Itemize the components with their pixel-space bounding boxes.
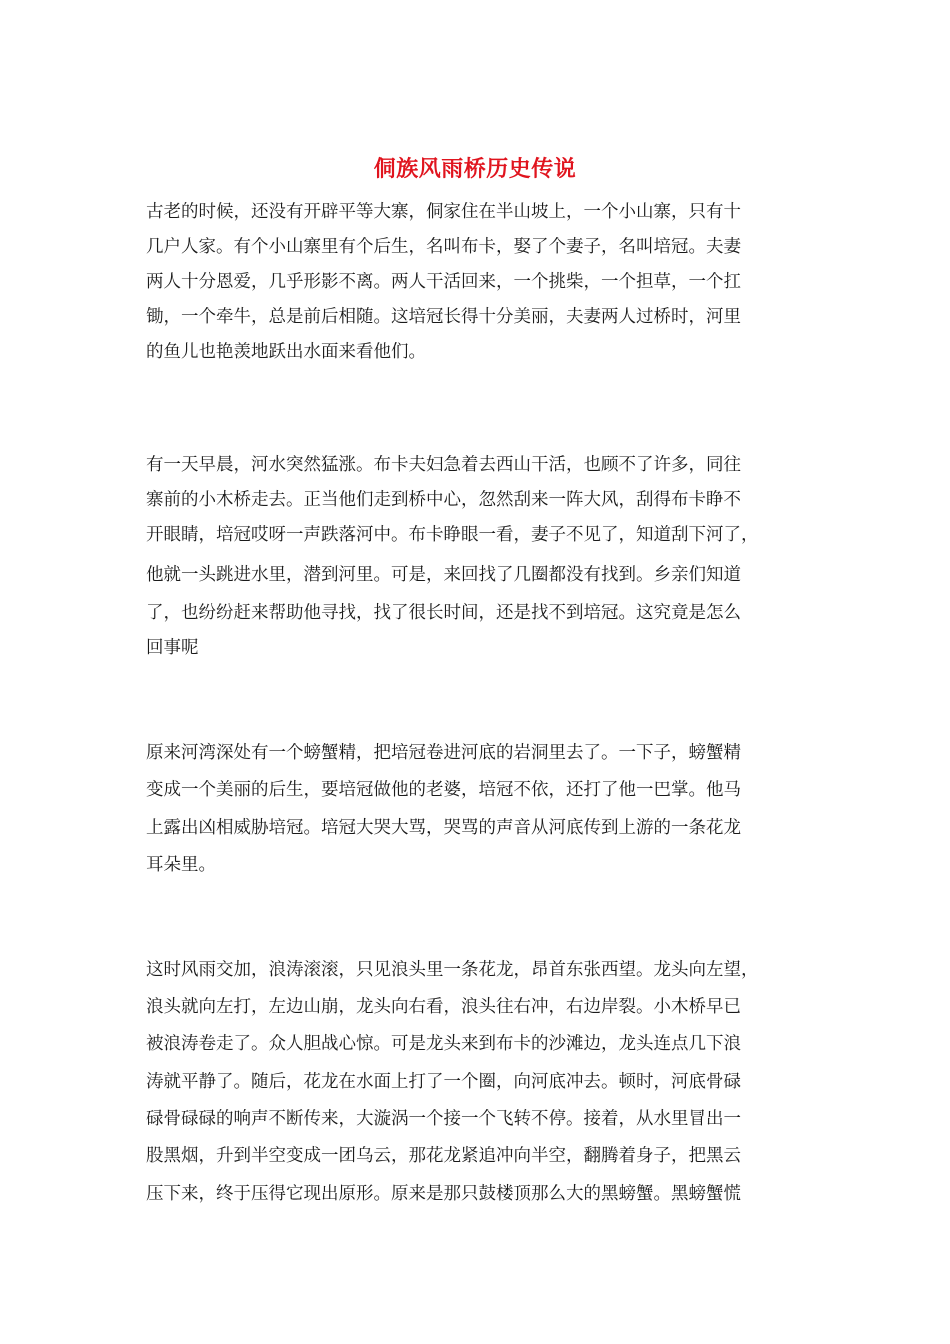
text-line: 他就一头跳进水里，潜到河里。可是，来回找了几圈都没有找到。乡亲们知道 <box>146 565 741 585</box>
text-line: 原来河湾深处有一个螃蟹精，把培冠卷进河底的岩洞里去了。一下子，螃蟹精 <box>146 743 741 763</box>
text-line: 寨前的小木桥走去。正当他们走到桥中心，忽然刮来一阵大风，刮得布卡睁不 <box>146 490 741 510</box>
text-line: 古老的时候，还没有开辟平等大寨，侗家住在半山坡上，一个小山寨，只有十 <box>146 202 741 222</box>
text-line: 开眼睛，培冠哎呀一声跌落河中。布卡睁眼一看，妻子不见了，知道刮下河了， <box>146 525 759 545</box>
text-line: 锄，一个牵牛，总是前后相随。这培冠长得十分美丽，夫妻两人过桥时，河里 <box>146 307 741 327</box>
text-line: 几户人家。有个小山寨里有个后生，名叫布卡，娶了个妻子，名叫培冠。夫妻 <box>146 237 741 257</box>
text-line: 变成一个美丽的后生，要培冠做他的老婆，培冠不依，还打了他一巴掌。他马 <box>146 780 741 800</box>
text-line: 的鱼儿也艳羡地跃出水面来看他们。 <box>146 342 426 362</box>
text-line: 有一天早晨，河水突然猛涨。布卡夫妇急着去西山干活，也顾不了许多，同往 <box>146 455 741 475</box>
text-line: 碌骨碌碌的响声不断传来，大漩涡一个接一个飞转不停。接着，从水里冒出一 <box>146 1109 741 1129</box>
text-line: 被浪涛卷走了。众人胆战心惊。可是龙头来到布卡的沙滩边，龙头连点几下浪 <box>146 1034 741 1054</box>
text-line: 涛就平静了。随后，花龙在水面上打了一个圈，向河底冲去。顿时，河底骨碌 <box>146 1072 741 1092</box>
text-line: 回事呢 <box>146 638 199 658</box>
text-line: 耳朵里。 <box>146 855 216 875</box>
document-title: 侗族风雨桥历史传说 <box>373 156 577 182</box>
text-line: 这时风雨交加，浪涛滚滚，只见浪头里一条花龙，昂首东张西望。龙头向左望， <box>146 960 759 980</box>
text-line: 浪头就向左打，左边山崩，龙头向右看，浪头往右冲，右边岸裂。小木桥早已 <box>146 997 741 1017</box>
text-line: 上露出凶相威胁培冠。培冠大哭大骂，哭骂的声音从河底传到上游的一条花龙 <box>146 818 741 838</box>
text-line: 股黑烟，升到半空变成一团乌云，那花龙紧追冲向半空，翻腾着身子，把黑云 <box>146 1146 741 1166</box>
text-line: 压下来，终于压得它现出原形。原来是那只鼓楼顶那么大的黑螃蟹。黑螃蟹慌 <box>146 1184 741 1204</box>
text-line: 两人十分恩爱，几乎形影不离。两人干活回来，一个挑柴，一个担草，一个扛 <box>146 272 741 292</box>
text-line: 了，也纷纷赶来帮助他寻找，找了很长时间，还是找不到培冠。这究竟是怎么 <box>146 603 741 623</box>
